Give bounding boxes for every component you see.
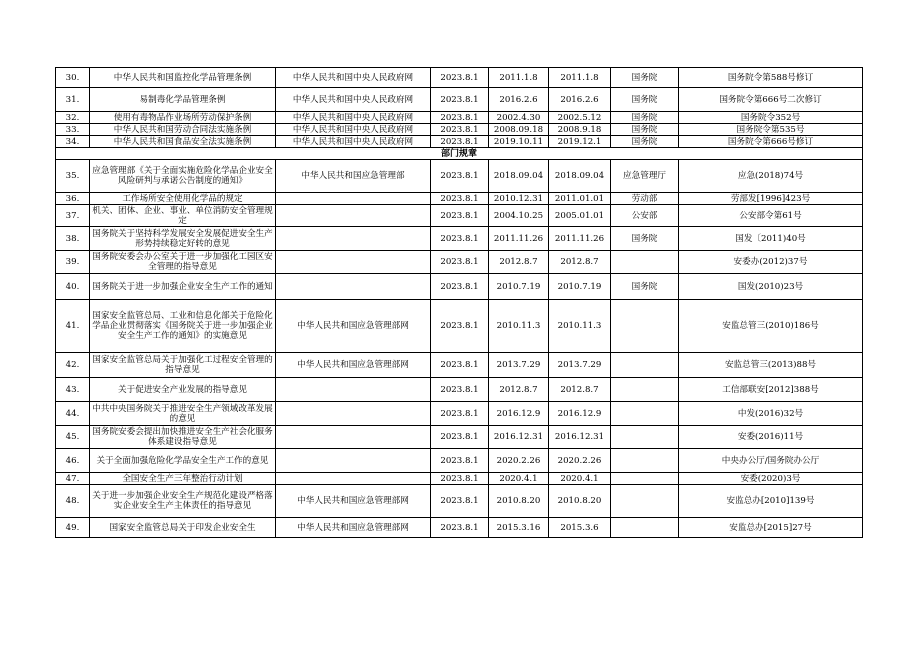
cell-regulation-name: 国务院安委会办公室关于进一步加强化工园区安全管理的指导意见 [90,251,276,274]
cell-issuer: 公安部 [611,205,679,227]
table-row [56,518,863,538]
cell-regulation-name: 中华人民共和国食品安全法实施条例 [90,136,276,148]
cell-collected-date: 2023.8.1 [431,193,489,205]
cell-effective-date: 2010.11.3 [549,300,611,353]
cell-effective-date: 2008.9.18 [549,124,611,136]
cell-collected-date: 2023.8.1 [431,251,489,274]
cell-effective-date: 2016.12.31 [549,426,611,449]
cell-issuer [611,251,679,274]
cell-issuer [611,378,679,402]
cell-source [276,449,431,473]
cell-issuer: 国务院 [611,88,679,112]
table-row [56,160,863,193]
cell-document-number: 工信部联安[2012]388号 [679,378,863,402]
section-header-row [56,148,863,160]
cell-number: 34. [56,136,90,148]
cell-number: 48. [56,485,90,518]
cell-number: 33. [56,124,90,136]
cell-source: 中华人民共和国中央人民政府网 [276,88,431,112]
cell-number: 45. [56,426,90,449]
cell-publish-date: 2013.7.29 [489,353,549,378]
cell-number: 35. [56,160,90,193]
cell-collected-date: 2023.8.1 [431,353,489,378]
cell-effective-date: 2012.8.7 [549,251,611,274]
table-body-bottom [56,160,863,538]
cell-document-number: 中发(2016)32号 [679,402,863,426]
cell-effective-date: 2016.2.6 [549,88,611,112]
cell-issuer: 国务院 [611,124,679,136]
cell-effective-date: 2016.12.9 [549,402,611,426]
cell-regulation-name: 中华人民共和国监控化学品管理条例 [90,68,276,88]
cell-document-number: 劳部发[1996]423号 [679,193,863,205]
table-row [56,353,863,378]
cell-publish-date: 2020.2.26 [489,449,549,473]
cell-publish-date: 2008.09.18 [489,124,549,136]
cell-number: 30. [56,68,90,88]
cell-source: 中华人民共和国中央人民政府网 [276,68,431,88]
cell-issuer: 国务院 [611,68,679,88]
cell-issuer: 劳动部 [611,193,679,205]
cell-publish-date: 2010.11.3 [489,300,549,353]
cell-document-number: 应急(2018)74号 [679,160,863,193]
cell-source: 中华人民共和国中央人民政府网 [276,112,431,124]
cell-effective-date: 2020.2.26 [549,449,611,473]
cell-collected-date: 2023.8.1 [431,402,489,426]
cell-regulation-name: 易制毒化学品管理条例 [90,88,276,112]
cell-document-number: 安监总办[2015]27号 [679,518,863,538]
cell-regulation-name: 关于进一步加强企业安全生产规范化建设严格落实企业安全生产主体责任的指导意见 [90,485,276,518]
cell-document-number: 国发〔2011)40号 [679,227,863,251]
cell-issuer: 国务院 [611,136,679,148]
cell-regulation-name: 国务院关于坚持科学发展安全发展促进安全生产形势持续稳定好转的意见 [90,227,276,251]
cell-collected-date: 2023.8.1 [431,518,489,538]
cell-publish-date: 2010.8.20 [489,485,549,518]
cell-source [276,473,431,485]
table-row [56,426,863,449]
cell-publish-date: 2016.12.31 [489,426,549,449]
cell-source: 中华人民共和国中央人民政府网 [276,136,431,148]
cell-document-number: 安委办(2012)37号 [679,251,863,274]
cell-publish-date: 2010.12.31 [489,193,549,205]
cell-collected-date: 2023.8.1 [431,378,489,402]
cell-effective-date: 2010.7.19 [549,274,611,300]
cell-number: 46. [56,449,90,473]
cell-issuer [611,518,679,538]
cell-collected-date: 2023.8.1 [431,227,489,251]
cell-effective-date: 2011.1.8 [549,68,611,88]
table-row [56,485,863,518]
cell-number: 40. [56,274,90,300]
cell-document-number: 国务院令第666号修订 [679,136,863,148]
cell-effective-date: 2011.11.26 [549,227,611,251]
cell-issuer [611,353,679,378]
cell-collected-date: 2023.8.1 [431,136,489,148]
cell-regulation-name: 国务院关于进一步加强企业安全生产工作的通知 [90,274,276,300]
cell-publish-date: 2012.8.7 [489,378,549,402]
cell-publish-date: 2019.10.11 [489,136,549,148]
cell-number: 47. [56,473,90,485]
cell-document-number: 安监总办[2010]139号 [679,485,863,518]
cell-document-number: 安委(2016)11号 [679,426,863,449]
cell-publish-date: 2004.10.25 [489,205,549,227]
cell-publish-date: 2018.09.04 [489,160,549,193]
table-row [56,449,863,473]
cell-document-number: 国务院令第535号 [679,124,863,136]
cell-source: 中华人民共和国应急管理部网 [276,353,431,378]
table-row [56,124,863,136]
cell-issuer [611,426,679,449]
cell-number: 31. [56,88,90,112]
cell-regulation-name: 国家安全监管总局关于印发企业安全生 [90,518,276,538]
cell-document-number: 国发(2010)23号 [679,274,863,300]
cell-effective-date: 2005.01.01 [549,205,611,227]
cell-collected-date: 2023.8.1 [431,473,489,485]
table-row [56,68,863,88]
cell-effective-date: 2012.8.7 [549,378,611,402]
cell-source [276,402,431,426]
cell-regulation-name: 关于促进安全产业发展的指导意见 [90,378,276,402]
cell-issuer: 国务院 [611,112,679,124]
cell-issuer [611,300,679,353]
cell-regulation-name: 中华人民共和国劳动合同法实施条例 [90,124,276,136]
cell-number: 39. [56,251,90,274]
cell-source [276,378,431,402]
cell-publish-date: 2012.8.7 [489,251,549,274]
cell-document-number: 国务院令第666号二次修订 [679,88,863,112]
cell-effective-date: 2002.5.12 [549,112,611,124]
cell-issuer [611,473,679,485]
cell-source [276,251,431,274]
cell-collected-date: 2023.8.1 [431,485,489,518]
cell-number: 32. [56,112,90,124]
cell-regulation-name: 国务院安委会提出加快推进安全生产社会化服务体系建设指导意见 [90,426,276,449]
cell-source: 中华人民共和国应急管理部网 [276,485,431,518]
cell-number: 37. [56,205,90,227]
table-row [56,112,863,124]
cell-regulation-name: 工作场所安全使用化学品的规定 [90,193,276,205]
cell-effective-date: 2011.01.01 [549,193,611,205]
cell-collected-date: 2023.8.1 [431,124,489,136]
cell-document-number: 中央办公厅/国务院办公厅 [679,449,863,473]
cell-source [276,227,431,251]
section-header-row-group [56,148,863,160]
table-body-top [56,68,863,148]
table-row [56,378,863,402]
cell-source [276,274,431,300]
cell-issuer: 国务院 [611,274,679,300]
cell-collected-date: 2023.8.1 [431,205,489,227]
cell-collected-date: 2023.8.1 [431,160,489,193]
cell-collected-date: 2023.8.1 [431,68,489,88]
cell-number: 41. [56,300,90,353]
cell-number: 43. [56,378,90,402]
cell-publish-date: 2002.4.30 [489,112,549,124]
cell-effective-date: 2018.09.04 [549,160,611,193]
cell-effective-date: 2020.4.1 [549,473,611,485]
table-row [56,251,863,274]
table-row [56,193,863,205]
cell-source: 中华人民共和国中央人民政府网 [276,124,431,136]
table-row [56,473,863,485]
cell-effective-date: 2019.12.1 [549,136,611,148]
cell-document-number: 国务院令第588号修订 [679,68,863,88]
table-row [56,136,863,148]
table-row [56,205,863,227]
cell-publish-date: 2016.2.6 [489,88,549,112]
cell-regulation-name: 全国安全生产三年整治行动计划 [90,473,276,485]
cell-regulation-name: 应急管理部《关于全面实施危险化学品企业安全风险研判与承诺公告制度的通知》 [90,160,276,193]
section-heading: 部门规章 [56,148,863,160]
cell-publish-date: 2016.12.9 [489,402,549,426]
cell-publish-date: 2010.7.19 [489,274,549,300]
cell-publish-date: 2011.1.8 [489,68,549,88]
cell-issuer [611,402,679,426]
cell-number: 36. [56,193,90,205]
cell-number: 38. [56,227,90,251]
cell-issuer: 应急管理厅 [611,160,679,193]
cell-issuer: 国务院 [611,227,679,251]
cell-effective-date: 2013.7.29 [549,353,611,378]
cell-source [276,193,431,205]
cell-regulation-name: 关于全面加强危险化学品安全生产工作的意见 [90,449,276,473]
table-row [56,402,863,426]
cell-document-number: 安监总管三(2013)88号 [679,353,863,378]
cell-number: 42. [56,353,90,378]
cell-publish-date: 2015.3.16 [489,518,549,538]
cell-source [276,205,431,227]
cell-publish-date: 2020.4.1 [489,473,549,485]
cell-collected-date: 2023.8.1 [431,300,489,353]
table-row [56,227,863,251]
table-row [56,300,863,353]
cell-regulation-name: 机关、团体、企业、事业、单位消防安全管理规定 [90,205,276,227]
cell-regulation-name: 使用有毒物品作业场所劳动保护条例 [90,112,276,124]
cell-number: 44. [56,402,90,426]
cell-regulation-name: 国家安全监管总局、工业和信息化部关于危险化学品企业贯彻落实《国务院关于进一步加强企业安全生产工作的通知》的实施意见 [90,300,276,353]
cell-number: 49. [56,518,90,538]
cell-collected-date: 2023.8.1 [431,426,489,449]
cell-source: 中华人民共和国应急管理部 [276,160,431,193]
cell-collected-date: 2023.8.1 [431,112,489,124]
cell-effective-date: 2010.8.20 [549,485,611,518]
cell-document-number: 国务院令352号 [679,112,863,124]
cell-effective-date: 2015.3.6 [549,518,611,538]
table-row [56,88,863,112]
cell-collected-date: 2023.8.1 [431,88,489,112]
cell-publish-date: 2011.11.26 [489,227,549,251]
table-row [56,274,863,300]
cell-source [276,426,431,449]
cell-source: 中华人民共和国应急管理部网 [276,518,431,538]
cell-issuer [611,485,679,518]
cell-collected-date: 2023.8.1 [431,274,489,300]
cell-document-number: 公安部令第61号 [679,205,863,227]
cell-issuer [611,449,679,473]
cell-source: 中华人民共和国应急管理部网 [276,300,431,353]
cell-regulation-name: 中共中央国务院关于推进安全生产领域改革发展的意见 [90,402,276,426]
cell-document-number: 安监总管三(2010)186号 [679,300,863,353]
cell-regulation-name: 国家安全监管总局关于加强化工过程安全管理的指导意见 [90,353,276,378]
cell-document-number: 安委(2020)3号 [679,473,863,485]
regulations-table [55,67,863,538]
cell-collected-date: 2023.8.1 [431,449,489,473]
